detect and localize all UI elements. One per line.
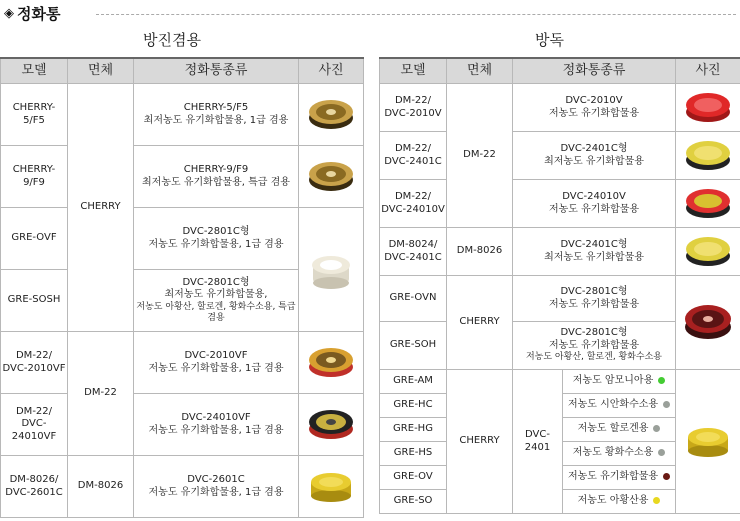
model-cell: DM-8026/ DVC-2601C [1, 456, 68, 518]
type-cell: CHERRY-9/F9 최저농도 유기화합물용, 특급 겸용 [134, 146, 299, 208]
subtype-cell: DVC-2401 [513, 370, 563, 514]
type-cell: CHERRY-5/F5 최저농도 유기화합물용, 1급 겸용 [134, 84, 299, 146]
photo-cell [299, 146, 364, 208]
header-model: 모델 [380, 58, 447, 84]
color-dot-icon [653, 425, 660, 432]
type-cell: DVC-2801C형 저농도 유기화합물용 저농도 아황산, 할로겐, 황화수소용 [513, 322, 676, 370]
type-cell: DVC-2401C형 최저농도 유기화합물용 [513, 132, 676, 180]
table-row [380, 180, 740, 228]
color-dot-icon [658, 377, 665, 384]
photo-cell [676, 132, 740, 180]
cartridge-image [684, 419, 732, 459]
type-cell: 저농도 시안화수소용 [563, 394, 676, 418]
facepiece-cell: CHERRY [447, 370, 513, 514]
model-cell: GRE-OVF [1, 208, 68, 270]
table-row [380, 84, 740, 132]
header-type: 정화통종류 [513, 58, 676, 84]
header-photo: 사진 [299, 58, 364, 84]
photo-cell [676, 228, 740, 276]
model-cell: GRE-HC [380, 394, 447, 418]
type-cell: DVC-2801C형 최저농도 유기화합물용, 저농도 아황산, 할로겐, 황화수소용, 특급겸용 [134, 270, 299, 332]
facepiece-cell: CHERRY [68, 84, 134, 332]
photo-cell [299, 456, 364, 518]
model-cell: DM-22/ DVC-24010VF [1, 394, 68, 456]
photo-cell [299, 332, 364, 394]
photo-cell [676, 276, 740, 370]
facepiece-cell: DM-22 [447, 84, 513, 228]
cartridge-image [684, 133, 732, 173]
type-cell: DVC-2801C형 저농도 유기화합물용 [513, 276, 676, 322]
page-title [4, 3, 60, 24]
facepiece-cell: CHERRY [447, 276, 513, 370]
type-cell: DVC-2010V 저농도 유기화합물용 [513, 84, 676, 132]
facepiece-cell: DM-8026 [447, 228, 513, 276]
model-cell: CHERRY-9/F9 [1, 146, 68, 208]
cartridge-image [307, 464, 355, 504]
table-row [1, 332, 364, 394]
type-cell: DVC-24010VF 저농도 유기화합물용, 1급 겸용 [134, 394, 299, 456]
cartridge-image [683, 297, 733, 343]
color-dot-icon [663, 401, 670, 408]
type-cell: DVC-2010VF 저농도 유기화합물용, 1급 겸용 [134, 332, 299, 394]
table-row [1, 456, 364, 518]
model-cell: DM-22/ DVC-2010V [380, 84, 447, 132]
color-dot-icon [653, 497, 660, 504]
model-cell: CHERRY-5/F5 [1, 84, 68, 146]
photo-cell [676, 180, 740, 228]
section-right-title: 방독 [535, 31, 564, 49]
model-cell: GRE-HS [380, 442, 447, 466]
table-row [380, 276, 740, 322]
color-dot-icon [663, 473, 670, 480]
type-cell: DVC-24010V 저농도 유기화합물용 [513, 180, 676, 228]
section-left-title: 방진겸용 [143, 31, 201, 49]
left-table [0, 57, 364, 518]
color-dot-icon [658, 449, 665, 456]
cartridge-image [307, 92, 355, 132]
facepiece-cell: DM-22 [68, 332, 134, 456]
right-header-row [380, 58, 740, 84]
photo-cell [299, 208, 364, 332]
facepiece-cell: DM-8026 [68, 456, 134, 518]
table-row [380, 370, 740, 394]
model-cell: DM-8024/ DVC-2401C [380, 228, 447, 276]
type-cell: 저농도 할로겐용 [563, 418, 676, 442]
photo-cell [676, 84, 740, 132]
diamond-icon: ◈ [4, 6, 14, 21]
page-title-text: 정화통 [17, 5, 61, 23]
photo-cell [299, 394, 364, 456]
left-header-row [1, 58, 364, 84]
type-cell: 저농도 유기화합물용 [563, 466, 676, 490]
type-cell: 저농도 아황산용 [563, 490, 676, 514]
model-cell: GRE-SOH [380, 322, 447, 370]
table-row [380, 132, 740, 180]
table-row [380, 228, 740, 276]
header-facepiece: 면체 [68, 58, 134, 84]
header-facepiece: 면체 [447, 58, 513, 84]
photo-cell [299, 84, 364, 146]
type-cell: DVC-2601C 저농도 유기화합물용, 1급 겸용 [134, 456, 299, 518]
cartridge-image [684, 229, 732, 269]
model-cell: GRE-HG [380, 418, 447, 442]
type-cell: 저농도 황화수소용 [563, 442, 676, 466]
model-cell: GRE-OVN [380, 276, 447, 322]
model-cell: GRE-SO [380, 490, 447, 514]
model-cell: DM-22/ DVC-2401C [380, 132, 447, 180]
header-type: 정화통종류 [134, 58, 299, 84]
cartridge-image [307, 243, 355, 291]
type-cell: DVC-2401C형 최저농도 유기화합물용 [513, 228, 676, 276]
model-cell: GRE-OV [380, 466, 447, 490]
photo-cell [676, 370, 740, 514]
header-model: 모델 [1, 58, 68, 84]
cartridge-image [307, 340, 355, 380]
header-photo: 사진 [676, 58, 740, 84]
table-row [1, 208, 364, 270]
title-divider [96, 14, 736, 15]
table-row [1, 146, 364, 208]
model-cell: DM-22/ DVC-2010VF [1, 332, 68, 394]
table-row [1, 394, 364, 456]
cartridge-image [684, 85, 732, 125]
model-cell: GRE-SOSH [1, 270, 68, 332]
cartridge-image [684, 181, 732, 221]
right-table [379, 57, 740, 514]
model-cell: GRE-AM [380, 370, 447, 394]
type-cell: 저농도 암모니아용 [563, 370, 676, 394]
table-row [1, 84, 364, 146]
type-cell: DVC-2801C형 저농도 유기화합물용, 1급 겸용 [134, 208, 299, 270]
cartridge-image [307, 154, 355, 194]
cartridge-image [307, 402, 355, 442]
model-cell: DM-22/ DVC-24010V [380, 180, 447, 228]
